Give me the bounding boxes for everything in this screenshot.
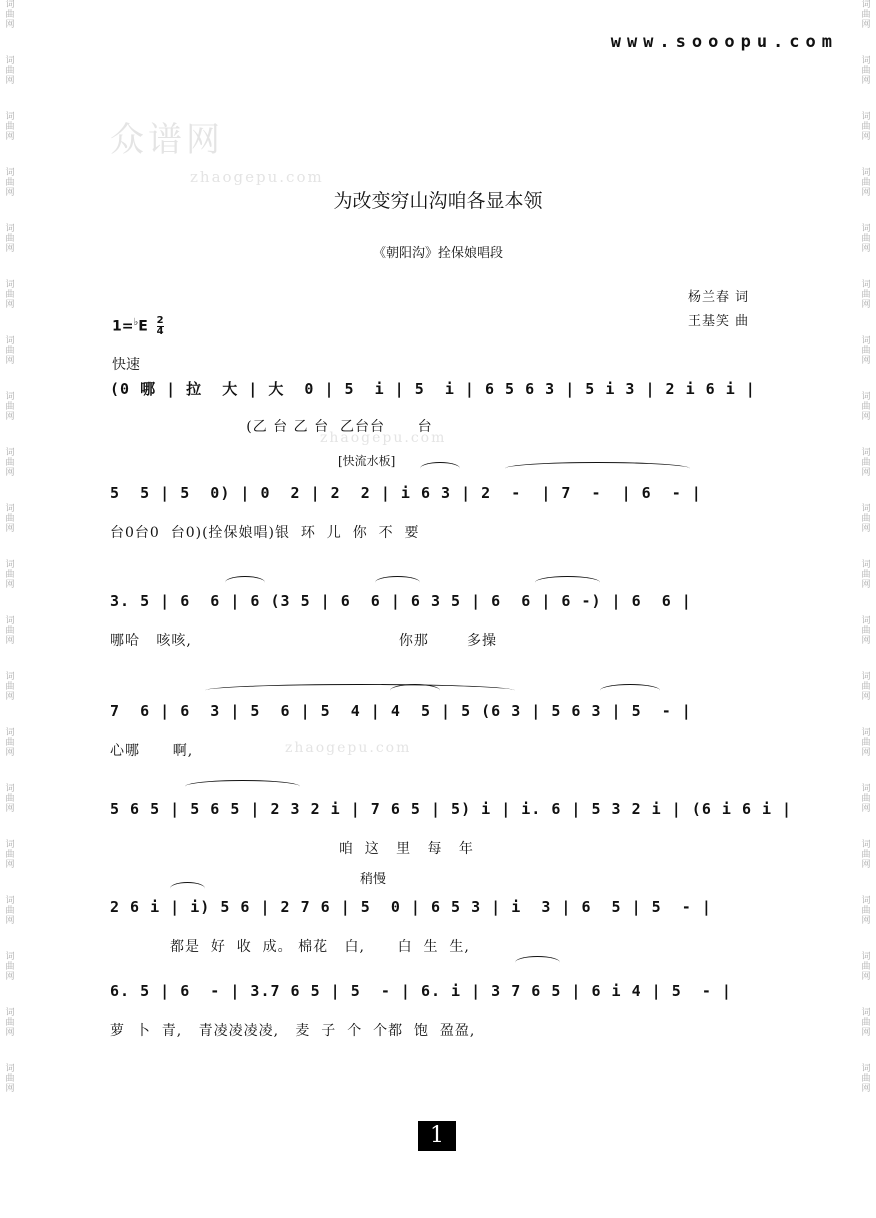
side-watermark-text: 词 曲 网 [5,1008,15,1038]
time-top: 2 [156,315,164,326]
side-watermark-text: 词 曲 网 [861,616,871,646]
watermark-domain: zhaogepu.com [320,430,447,446]
watermark-logo: 众谱网 [110,120,224,160]
key-prefix: 1= [112,318,134,335]
side-watermark-text: 词 曲 网 [5,224,15,254]
side-watermark-text: 词 曲 网 [861,392,871,422]
side-watermark-text: 词 曲 网 [861,952,871,982]
slur-mark [375,576,420,589]
side-watermark-text: 词 曲 网 [5,672,15,702]
note-line: (0 哪 | 拉 大 | 大 0 | 5 i | 5 i | 6 5 6 3 | 5 i 3 | 2 i 6 i | [110,380,756,398]
side-watermark-text: 词 曲 网 [5,616,15,646]
side-watermark-text: 词 曲 网 [861,1064,871,1094]
lyricist-credit: 杨兰春 词 [688,290,750,305]
side-watermark-text: 词 曲 网 [861,448,871,478]
lyric-line: 心哪 啊, [110,743,194,759]
lyric-line: 萝 卜 青, 青凌凌凌凌, 麦 子 个 个都 饱 盈盈, [110,1023,476,1039]
slur-mark [600,684,660,697]
slur-mark [535,576,600,589]
side-watermark-text: 词 曲 网 [5,1064,15,1094]
side-watermark-text: 词 曲 网 [861,56,871,86]
watermark-domain: zhaogepu.com [285,740,412,756]
side-watermark-text: 词 曲 网 [861,280,871,310]
side-watermark-text: 词 曲 网 [861,0,871,30]
lyric-line: 台0台0 台0)(拴保娘唱)银 环 儿 你 不 要 [110,525,420,541]
key-note: E [138,318,148,335]
slur-mark [390,684,440,697]
note-line: 2 6 i | i) 5 6 | 2 7 6 | 5 0 | 6 5 3 | i 3 | 6 5 | 5 - | [110,898,712,916]
lyric-line: 哪哈 咳咳, 你那 多操 [110,633,498,649]
side-watermark-text: 词 曲 网 [5,0,15,30]
side-watermark-text: 词 曲 网 [861,560,871,590]
note-line: 6. 5 | 6 - | 3.7 6 5 | 5 - | 6. i | 3 7 6 5 | 6 i 4 | 5 - | [110,982,732,1000]
tempo-marking: 快速 [112,357,140,373]
section-mark: [快流水板] [338,454,396,468]
slur-mark [185,780,300,793]
side-watermark-text: 词 曲 网 [861,896,871,926]
tempo-change-marking: 稍慢 [360,872,387,887]
page-subtitle: 《朝阳沟》拴保娘唱段 [372,246,503,261]
side-watermark-text: 词 曲 网 [5,896,15,926]
note-line: 3. 5 | 6 6 | 6 (3 5 | 6 6 | 6 3 5 | 6 6 | 6 -) | 6 6 | [110,592,692,610]
side-watermark-text: 词 曲 网 [861,784,871,814]
side-watermark-text: 词 曲 网 [861,112,871,142]
side-watermark-text: 词 曲 网 [861,336,871,366]
slur-mark [420,462,460,475]
side-watermark-text: 词 曲 网 [5,560,15,590]
note-line: 5 6 5 | 5 6 5 | 2 3 2 i | 7 6 5 | 5) i | i. 6 | 5 3 2 i | (6 i 6 i | [110,800,793,818]
time-bottom: 4 [156,326,164,337]
side-watermark-text: 词 曲 网 [861,840,871,870]
side-watermark-text: 词 曲 网 [5,840,15,870]
slur-mark [170,882,205,895]
key-signature [112,316,164,337]
side-watermark-text: 词 曲 网 [5,448,15,478]
slur-mark [515,956,560,969]
side-watermark-text: 词 曲 网 [861,728,871,758]
site-url[interactable]: www.sooopu.com [610,32,838,52]
side-watermark-text: 词 曲 网 [5,728,15,758]
lyric-line: (乙 台 乙 台 乙台台 台 [110,419,433,435]
side-watermark-text: 词 曲 网 [5,784,15,814]
lyric-line: 咱 这 里 每 年 [110,841,474,857]
side-watermark-text: 词 曲 网 [861,224,871,254]
page-number: 1 [418,1121,456,1151]
side-watermark-left [3,0,17,1218]
slur-mark [205,684,515,697]
side-watermark-text: 词 曲 网 [5,280,15,310]
watermark-domain: zhaogepu.com [190,168,324,186]
slur-mark [225,576,265,589]
side-watermark-text: 词 曲 网 [5,952,15,982]
side-watermark-text: 词 曲 网 [5,392,15,422]
side-watermark-right [859,0,873,1218]
flat-sign: ♭ [133,316,139,328]
side-watermark-text: 词 曲 网 [5,504,15,534]
slur-mark [505,462,690,475]
time-signature [157,316,164,337]
lyric-line: 都是 好 收 成。 棉花 白, 白 生 生, [110,939,470,955]
side-watermark-text: 词 曲 网 [861,168,871,198]
side-watermark-text: 词 曲 网 [5,112,15,142]
composer-credit: 王基笑 曲 [688,314,750,329]
note-line: 5 5 | 5 0) | 0 2 | 2 2 | i 6 3 | 2 - | 7 - | 6 - | [110,484,702,502]
side-watermark-text: 词 曲 网 [861,1008,871,1038]
side-watermark-text: 词 曲 网 [861,672,871,702]
note-line: 7 6 | 6 3 | 5 6 | 5 4 | 4 5 | 5 (6 3 | 5 6 3 | 5 - | [110,702,692,720]
side-watermark-text: 词 曲 网 [5,56,15,86]
page-title: 为改变穷山沟咱各显本领 [333,190,543,212]
side-watermark-text: 词 曲 网 [861,504,871,534]
side-watermark-text: 词 曲 网 [5,336,15,366]
side-watermark-text: 词 曲 网 [5,168,15,198]
